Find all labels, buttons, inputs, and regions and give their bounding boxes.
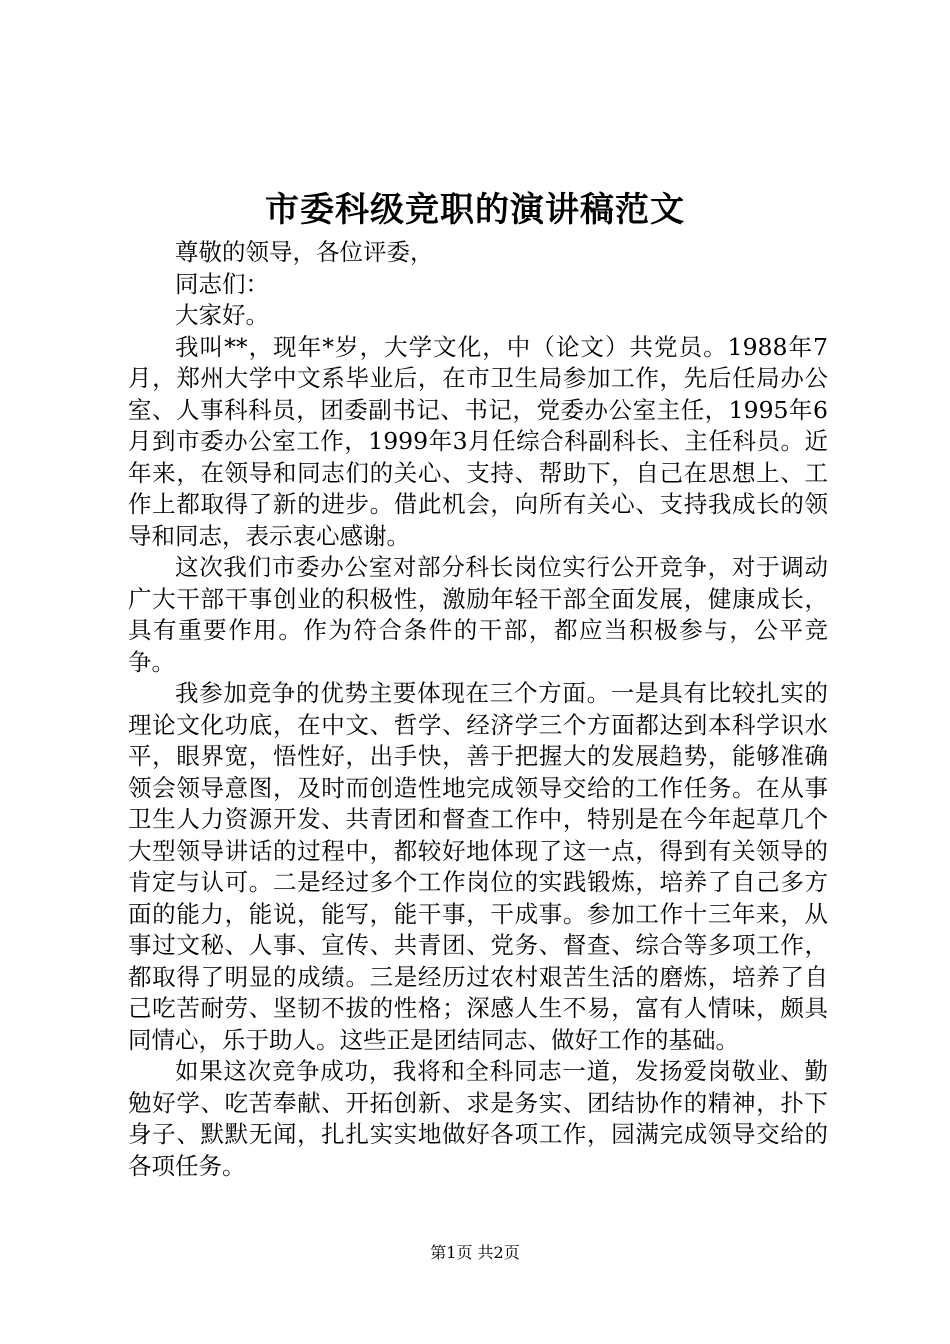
document-title: 市委科级竞职的演讲稿范文	[265, 190, 685, 230]
salutation-line: 同志们：	[175, 269, 269, 298]
body-paragraph: 如果这次竞争成功，我将和全科同志一道，发扬爱岗敬业、勤勉好学、吃苦奉献、开拓创新、求是务实、团结协作的精神，扑下身子、默默无闻，扎扎实实地做好各项工作，园满完成领导交给的各项任务。	[128, 1057, 828, 1180]
body-paragraph: 我叫**，现年*岁，大学文化，中（论文）共党员。1988年7月，郑州大学中文系毕业后，在市卫生局参加工作，先后任局办公室、人事科科员，团委副书记、书记，党委办公室主任，1995年6月到市委办公室工作，1999年3月任综合科副科长、主任科员。近年来，在领导和同志们的关心、支持、帮助下，自己在思想上、工作上都取得了新的进步。借此机会，向所有关心、支持我成长的领导和同志，表示衷心感谢。	[128, 332, 828, 550]
salutation-line: 尊敬的领导，各位评委，	[175, 238, 434, 266]
body-paragraph: 我参加竞争的优势主要体现在三个方面。一是具有比较扎实的理论文化功底，在中文、哲学、经济学三个方面都达到本科学识水平，眼界宽，悟性好，出手快，善于把握大的发展趋势，能够准确领会领导意图，及时而创造性地完成领导交给的工作任务。在从事卫生人力资源开发、共青团和督查工作中，特别是在今年起草几个大型领导讲话的过程中，都较好地体现了这一点，得到有关领导的肯定与认可。二是经过多个工作岗位的实践锻炼，培养了自己多方面的能力，能说，能写，能干事，干成事。参加工作十三年来，从事过文秘、人事、宣传、共青团、党务、督查、综合等多项工作，都取得了明显的成绩。三是经历过农村艰苦生活的磨炼，培养了自己吃苦耐劳、坚韧不拔的性格；深感人生不易，富有人情味，颇具同情心，乐于助人。这些正是团结同志、做好工作的基础。	[128, 679, 828, 1054]
document-body	[128, 237, 828, 1182]
greeting-line: 大家好。	[175, 301, 269, 329]
page-number: 第1页 共2页	[430, 1243, 520, 1262]
body-paragraph: 这次我们市委办公室对部分科长岗位实行公开竞争，对于调动广大干部干事创业的积极性，激励年轻干部全面发展，健康成长，具有重要作用。作为符合条件的干部，都应当积极参与，公平竞争。	[128, 553, 828, 676]
